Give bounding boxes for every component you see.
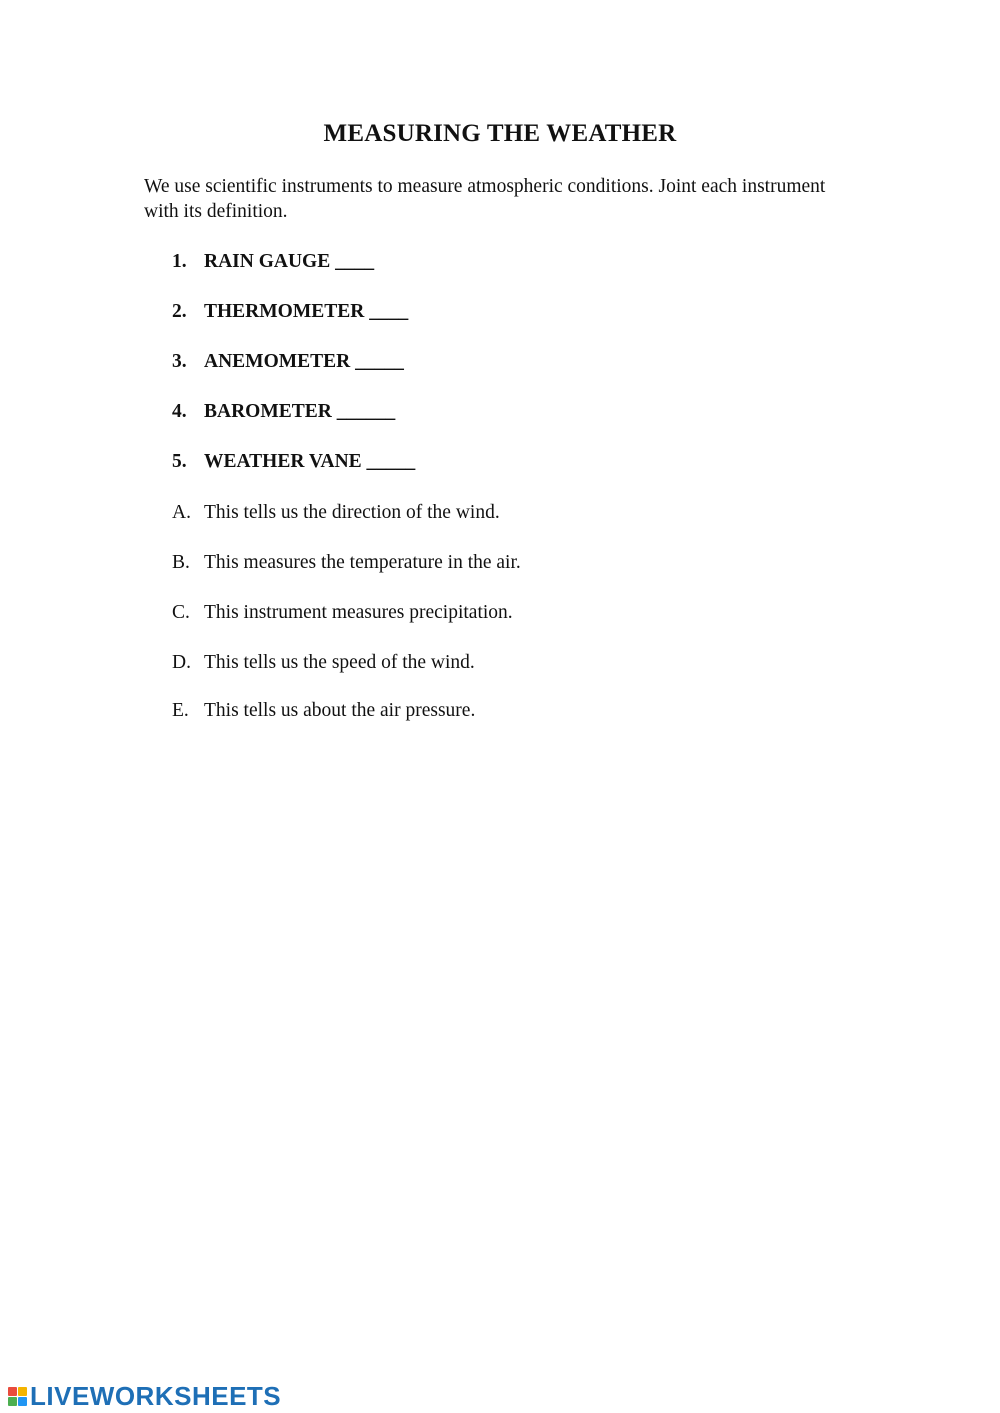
definition-letter: A. — [172, 502, 191, 523]
instrument-item-barometer — [172, 399, 415, 449]
instrument-item-anemometer — [172, 349, 415, 399]
definition-item-a — [172, 500, 521, 550]
instrument-number: 5. — [172, 451, 187, 472]
instrument-item-thermometer — [172, 299, 415, 349]
logo-square-green — [8, 1397, 17, 1406]
definition-letter: E. — [172, 700, 189, 721]
logo-square-red — [8, 1387, 17, 1396]
instrument-number: 1. — [172, 251, 187, 272]
instrument-number: 3. — [172, 351, 187, 372]
instrument-item-weather-vane — [172, 449, 415, 499]
instrument-number: 4. — [172, 401, 187, 422]
definition-text: This measures the temperature in the air. — [204, 552, 521, 573]
definition-text: This tells us about the air pressure. — [204, 700, 476, 721]
liveworksheets-logo-icon — [8, 1387, 27, 1406]
liveworksheets-brand-text: LIVEWORKSHEETS — [30, 1380, 282, 1411]
definition-text: This tells us the speed of the wind. — [204, 652, 475, 673]
definition-letter: D. — [172, 652, 191, 673]
definition-letter: C. — [172, 602, 190, 623]
definition-item-e — [172, 698, 521, 748]
logo-square-blue — [18, 1397, 27, 1406]
definition-text: This instrument measures precipitation. — [204, 602, 513, 623]
definition-letter: B. — [172, 552, 190, 573]
definition-text: This tells us the direction of the wind. — [204, 502, 500, 523]
instrument-number: 2. — [172, 301, 187, 322]
instrument-label: ANEMOMETER _____ — [204, 351, 404, 372]
logo-square-yellow — [18, 1387, 27, 1396]
worksheet-intro: We use scientific instruments to measure atmospheric conditions. Joint each instrument with its definition. — [144, 176, 826, 222]
definition-item-c — [172, 600, 521, 650]
worksheet-title: MEASURING THE WEATHER — [323, 120, 677, 147]
definition-item-d — [172, 650, 521, 698]
instrument-label: WEATHER VANE _____ — [204, 451, 416, 472]
instrument-label: BAROMETER ______ — [204, 401, 396, 422]
instrument-label: RAIN GAUGE ____ — [204, 251, 375, 272]
instrument-label: THERMOMETER ____ — [204, 301, 409, 322]
instrument-item-rain-gauge — [172, 249, 415, 299]
definition-list — [172, 500, 521, 748]
definition-item-b — [172, 550, 521, 600]
instrument-list — [172, 249, 415, 499]
liveworksheets-logo — [8, 1381, 281, 1411]
